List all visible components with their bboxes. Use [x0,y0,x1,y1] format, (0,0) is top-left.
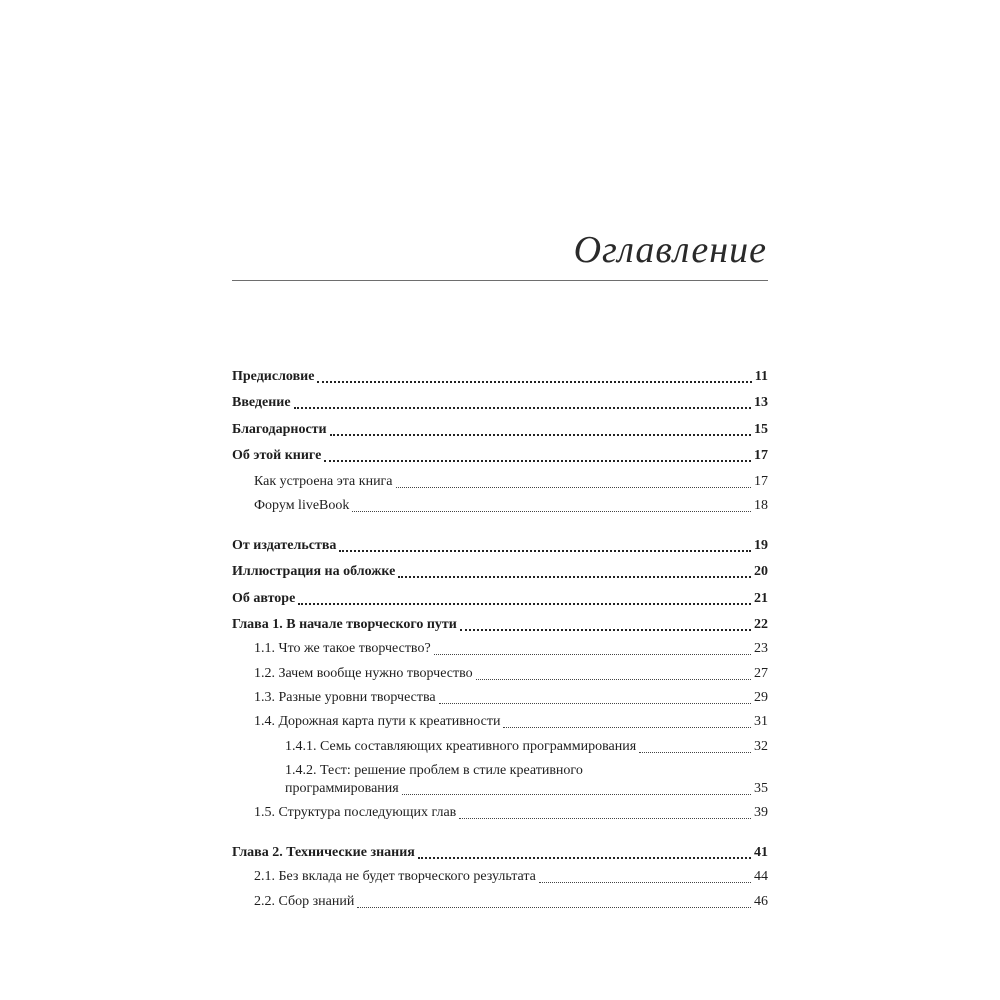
dot-leader [298,593,751,605]
toc-entry-title: Об этой книге [232,448,322,463]
toc-entry-page: 18 [754,498,768,513]
dot-leader [539,872,751,883]
toc-entry-1-5[interactable] [254,804,768,822]
toc-entry-1-2[interactable] [254,665,768,683]
dot-leader [357,897,751,908]
dot-leader [503,717,751,728]
toc-entry-title: 2.2. Сбор знаний [254,894,355,909]
toc-entry-page: 19 [754,538,768,553]
toc-entry-title: Как устроена эта книга [254,474,393,489]
toc-entry-about-author[interactable] [232,590,768,608]
toc-entry-1-3[interactable] [254,689,768,707]
toc-entry-title: 1.2. Зачем вообще нужно творчество [254,666,473,681]
toc-entry-page: 20 [754,564,768,579]
dot-leader [402,784,751,795]
toc-entry-chapter-1[interactable] [232,616,768,634]
toc-entry-from-publisher[interactable] [232,537,768,555]
toc-entry-title: Форум liveBook [254,498,350,513]
toc-entry-page: 46 [754,894,768,909]
toc-entry-cover-illustration[interactable] [232,563,768,581]
toc-entry-2-2[interactable] [254,893,768,911]
toc-entry-title: 1.3. Разные уровни творчества [254,690,436,705]
toc-entry-title: Глава 2. Технические знания [232,845,415,860]
toc-entry-1-4[interactable] [254,713,768,731]
toc-entry-page: 35 [754,781,768,796]
dot-leader [324,450,751,462]
dot-leader [398,566,751,578]
toc-entry-book-structure[interactable] [254,473,768,491]
toc-entry-page: 31 [754,714,768,729]
toc-entry-2-1[interactable] [254,868,768,886]
toc-entry-page: 15 [754,422,768,437]
toc-entry-page: 23 [754,641,768,656]
toc-entry-title: 1.4.1. Семь составляющих креативного программирования [285,739,637,754]
toc-entry-page: 29 [754,690,768,705]
toc-entry-page: 11 [754,369,768,384]
toc-entry-page: 39 [754,805,768,820]
dot-leader [476,669,751,680]
toc-entry-title: Предисловие [232,369,315,384]
toc-entry-page: 44 [754,869,768,884]
toc-entry-introduction[interactable] [232,394,768,412]
toc-entry-title: Глава 1. В начале творческого пути [232,617,457,632]
dot-leader [352,501,751,512]
toc-entry-title: 2.1. Без вклада не будет творческого результата [254,869,536,884]
toc-entry-page: 41 [754,845,768,860]
dot-leader [330,424,751,436]
toc-entry-title: 1.1. Что же такое творчество? [254,641,431,656]
dot-leader [317,371,751,383]
toc-entry-1-4-1[interactable] [285,738,768,756]
toc-entry-livebook-forum[interactable] [254,497,768,515]
toc-entry-title: 1.5. Структура последующих глав [254,805,457,820]
toc-entry-1-4-2[interactable] [285,762,768,798]
toc-entry-about-book[interactable] [232,447,768,465]
dot-leader [459,808,751,819]
toc-entry-1-1[interactable] [254,640,768,658]
toc-entry-page: 22 [754,617,768,632]
page-title: Оглавление [573,229,767,271]
toc-entry-title: Благодарности [232,422,327,437]
toc-entry-acknowledgements[interactable] [232,421,768,439]
dot-leader [396,477,751,488]
dot-leader [418,847,751,859]
dot-leader [439,693,751,704]
dot-leader [339,540,751,552]
toc-entry-preface[interactable] [232,368,768,386]
toc-entry-title: Введение [232,395,291,410]
toc-entry-title: От издательства [232,538,337,553]
toc-entry-page: 32 [754,739,768,754]
toc-entry-chapter-2[interactable] [232,844,768,862]
toc-entry-page: 17 [754,448,768,463]
toc-entry-page: 21 [754,591,768,606]
toc-entry-page: 17 [754,474,768,489]
toc-entry-page: 27 [754,666,768,681]
toc-entry-title-line1: 1.4.2. Тест: решение проблем в стиле креативного [285,763,583,778]
toc-entry-title: 1.4. Дорожная карта пути к креативности [254,714,501,729]
toc-entry-title-line2: программирования [285,781,399,796]
dot-leader [460,619,751,631]
toc-entry-page: 13 [754,395,768,410]
dot-leader [294,397,751,409]
dot-leader [434,644,751,655]
toc-entry-title: Об авторе [232,591,296,606]
toc-entry-title: Иллюстрация на обложке [232,564,396,579]
dot-leader [639,742,751,753]
